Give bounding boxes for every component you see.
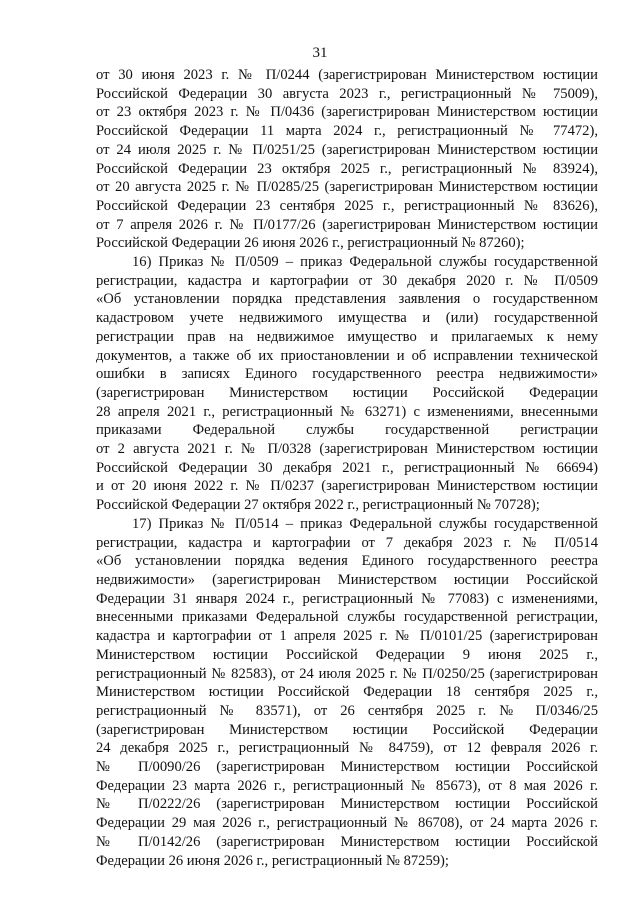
text-line: регистрационный № 83571), от 26 сентября 2025 г. № П/0346/25 (96, 702, 598, 719)
text-line: Федерации 23 марта 2026 г., регистрационный № 85673), от 8 мая 2026 г. (96, 777, 598, 794)
text-line: ошибки в записях Единого государственного реестра недвижимости» (96, 366, 598, 383)
text-line: «Об установлении порядка ведения Единого государственного реестра (96, 553, 598, 570)
paragraph-first-line: 17) Приказ № П/0514 – приказ Федеральной службы государственной (132, 515, 598, 532)
text-line: Российской Федерации 11 марта 2024 г., регистрационный № 77472), (96, 123, 598, 140)
text-line: от 24 июля 2025 г. № П/0251/25 (зарегистрирован Министерством юстиции (96, 141, 598, 158)
text-line: Российской Федерации 26 июня 2026 г., регистрационный № 87260); (96, 235, 525, 252)
text-line: (зарегистрирован Министерством юстиции Российской Федерации (96, 384, 598, 401)
page-number: 31 (312, 45, 328, 61)
text-line: от 2 августа 2021 г. № П/0328 (зарегистрирован Министерством юстиции (96, 441, 598, 458)
text-line: № П/0090/26 (зарегистрирован Министерством юстиции Российской (96, 759, 598, 776)
text-line: от 20 августа 2025 г. № П/0285/25 (зарегистрирован Министерством юстиции (96, 179, 598, 196)
text-line: Российской Федерации 30 декабря 2021 г., регистрационный № 66694) (96, 459, 598, 476)
text-line: документов, а также об их приостановлении и об исправлении технической (96, 347, 598, 364)
paragraph-first-line: 16) Приказ № П/0509 – приказ Федеральной службы государственной (132, 254, 598, 271)
text-line: Российской Федерации 23 октября 2025 г., регистрационный № 83924), (96, 160, 598, 177)
text-line: Министерством юстиции Российской Федерации 9 июня 2025 г., (96, 646, 598, 663)
text-line: (зарегистрирован Министерством юстиции Российской Федерации (96, 721, 598, 738)
text-line: от 7 апреля 2026 г. № П/0177/26 (зарегистрирован Министерством юстиции (96, 216, 598, 233)
text-line: регистрации прав на недвижимое имущество и прилагаемых к нему (96, 328, 598, 345)
text-line: Российской Федерации 27 октября 2022 г., регистрационный № 70728); (96, 497, 540, 514)
text-line: Федерации 26 июня 2026 г., регистрационный № 87259); (96, 852, 449, 869)
text-line: внесенными приказами Федеральной службы государственной регистрации, (96, 609, 598, 626)
text-line: регистрации, кадастра и картографии от 7 декабря 2023 г. № П/0514 (96, 534, 598, 551)
text-line: Федерации 29 мая 2026 г., регистрационный № 86708), от 24 марта 2026 г. (96, 815, 598, 832)
text-line: регистрации, кадастра и картографии от 30 декабря 2020 г. № П/0509 (96, 272, 598, 289)
text-line: Российской Федерации 23 сентября 2025 г., регистрационный № 83626), (96, 197, 598, 214)
text-line: от 23 октября 2023 г. № П/0436 (зарегистрирован Министерством юстиции (96, 104, 598, 121)
text-line: и от 20 июня 2022 г. № П/0237 (зарегистрирован Министерством юстиции (96, 478, 598, 495)
text-line: приказами Федеральной службы государственной регистрации (96, 422, 598, 439)
text-line: кадастровом учете недвижимого имущества и (или) государственной (96, 310, 598, 327)
text-line: № П/0222/26 (зарегистрирован Министерством юстиции Российской (96, 796, 598, 813)
text-line: кадастра и картографии от 1 апреля 2025 г. № П/0101/25 (зарегистрирован (96, 628, 598, 645)
text-line: № П/0142/26 (зарегистрирован Министерством юстиции Российской (96, 833, 598, 850)
text-line: 28 апреля 2021 г., регистрационный № 63271) с изменениями, внесенными (96, 403, 598, 420)
document-body (96, 66, 598, 870)
text-line: Российской Федерации 30 августа 2023 г., регистрационный № 75009), (96, 85, 598, 102)
text-line: 24 декабря 2025 г., регистрационный № 84759), от 12 февраля 2026 г. (96, 740, 598, 757)
text-line: недвижимости» (зарегистрирован Министерством юстиции Российской (96, 571, 598, 588)
text-line: от 30 июня 2023 г. № П/0244 (зарегистрирован Министерством юстиции (96, 67, 598, 83)
text-line: Федерации 31 января 2024 г., регистрационный № 77083) с изменениями, (96, 590, 598, 607)
text-line: Министерством юстиции Российской Федерации 18 сентября 2025 г., (96, 684, 598, 701)
text-line: «Об установлении порядка представления заявления о государственном (96, 291, 598, 308)
text-line: регистрационный № 82583), от 24 июля 2025 г. № П/0250/25 (зарегистрирован (96, 665, 598, 682)
